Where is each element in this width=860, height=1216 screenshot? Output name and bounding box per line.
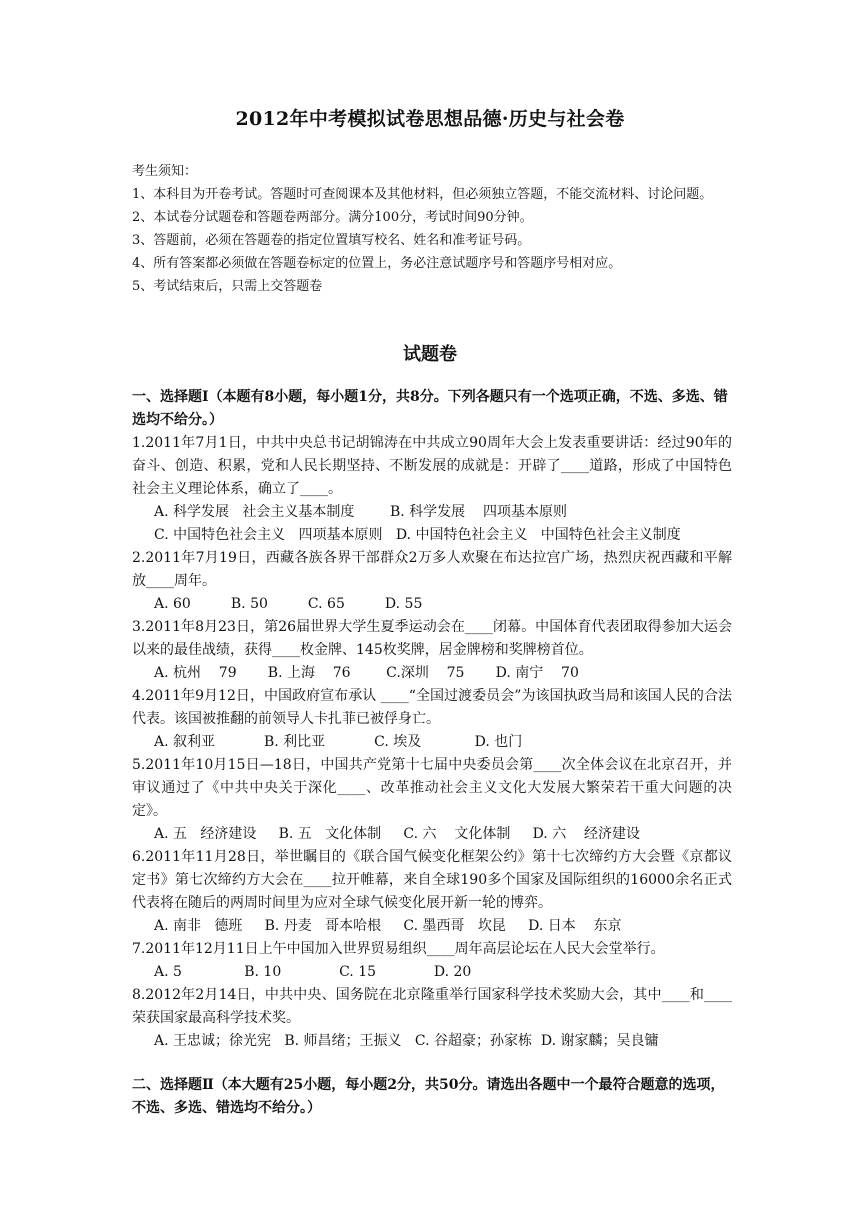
section-title: 试题卷 [403, 344, 457, 365]
question-options: A. 叙利亚 B. 利比亚 C. 埃及 D. 也门 [154, 734, 523, 750]
notice-item: 3、答题前，必须在答题卷的指定位置填写校名、姓名和准考证号码。 [132, 233, 531, 248]
question-options: A. 王忠诚；徐光宪 B. 师昌绪；王振义 C. 谷超豪；孙家栋 D. 谢家麟；吴良镛 [154, 1033, 659, 1049]
question-options: A. 60 B. 50 C. 65 D. 55 [154, 596, 423, 612]
question-stem: 7.2011年12月11日上午中国加入世界贸易组织____周年高层论坛在人民大会堂举行。 [132, 941, 665, 957]
notice-item: 5、考试结束后，只需上交答题卷 [132, 279, 323, 294]
notice-item: 2、本试卷分试题卷和答题卷两部分。满分100分，考试时间90分钟。 [132, 210, 533, 225]
question-4 [132, 685, 732, 754]
question-5 [132, 754, 732, 846]
question-2 [132, 547, 732, 616]
exam-title: 2012年中考模拟试卷思想品德·历史与社会卷 [235, 108, 625, 130]
question-8 [132, 984, 732, 1053]
question-options: A. 五 经济建设 B. 五 文化体制 C. 六 文化体制 D. 六 经济建设 [154, 826, 640, 842]
question-options: A. 杭州 79 B. 上海 76 C.深圳 75 D. 南宁 70 [154, 665, 579, 681]
question-7 [132, 938, 732, 984]
question-stem: 2.2011年7月19日，西藏各族各界干部群众2万多人欢聚在布达拉宫广场，热烈庆祝西藏和平解放____周年。 [132, 550, 732, 589]
question-stem: 1.2011年7月1日，中共中央总书记胡锦涛在中共成立90周年大会上发表重要讲话：经过90年的奋斗、创造、积累，党和人民长期坚持、不断发展的成就是：开辟了____道路，形成了中国特色社会主义理论体系，确立了____。 [132, 435, 732, 497]
notice-item: 4、所有答案都必须做在答题卷标定的位置上，务必注意试题序号和答题序号相对应。 [132, 256, 622, 271]
question-stem: 5.2011年10月15日—18日，中国共产党第十七届中央委员会第____次全体会议在北京召开，并审议通过了《中共中央关于深化____、改革推动社会主义文化大发展大繁荣若干重大问题的决定》。 [132, 757, 732, 819]
question-3 [132, 616, 732, 685]
part2-heading: 二、选择题Ⅱ（本大题有25小题，每小题2分，共50分。请选出各题中一个最符合题意的选项，不选、多选、错选均不给分。） [132, 1077, 725, 1116]
part1-heading: 一、选择题Ⅰ（本题有8小题，每小题1分，共8分。下列各题只有一个选项正确，不选、多选、错选均不给分。） [132, 389, 728, 428]
question-options: A. 科学发展 社会主义基本制度 B. 科学发展 四项基本原则 [154, 504, 567, 520]
candidate-notice [132, 160, 732, 298]
question-options: C. 中国特色社会主义 四项基本原则 D. 中国特色社会主义 中国特色社会主义制度 [154, 527, 681, 543]
question-stem: 8.2012年2月14日，中共中央、国务院在北京隆重举行国家科学技术奖励大会，其中____和____荣获国家最高科学技术奖。 [132, 987, 732, 1026]
question-1 [132, 432, 732, 547]
spacer [132, 1053, 732, 1074]
notice-heading: 考生须知： [132, 164, 198, 179]
question-options: A. 5 B. 10 C. 15 D. 20 [154, 964, 472, 980]
question-stem: 6.2011年11月28日，举世瞩目的《联合国气候变化框架公约》第十七次缔约方大会暨《京都议定书》第七次缔约方大会在____拉开帷幕，来自全球190多个国家及国际组织的16000余名正式代表将在随后的两周时间里为应对全球气候变化展开新一轮的博弈。 [132, 849, 732, 911]
question-stem: 4.2011年9月12日，中国政府宣布承认 ____“全国过渡委员会”为该国执政当局和该国人民的合法代表。该国被推翻的前领导人卡扎菲已被俘身亡。 [132, 688, 732, 727]
notice-item: 1、本科目为开卷考试。答题时可查阅课本及其他材料，但必须独立答题，不能交流材料、讨论问题。 [132, 187, 713, 202]
question-area [132, 386, 732, 1120]
question-6 [132, 846, 732, 938]
question-stem: 3.2011年8月23日，第26届世界大学生夏季运动会在____闭幕。中国体育代表团取得参加大运会以来的最佳战绩，获得____枚金牌、145枚奖牌，居金牌榜和奖牌榜首位。 [132, 619, 732, 658]
question-options: A. 南非 德班 B. 丹麦 哥本哈根 C. 墨西哥 坎昆 D. 日本 东京 [154, 918, 622, 934]
